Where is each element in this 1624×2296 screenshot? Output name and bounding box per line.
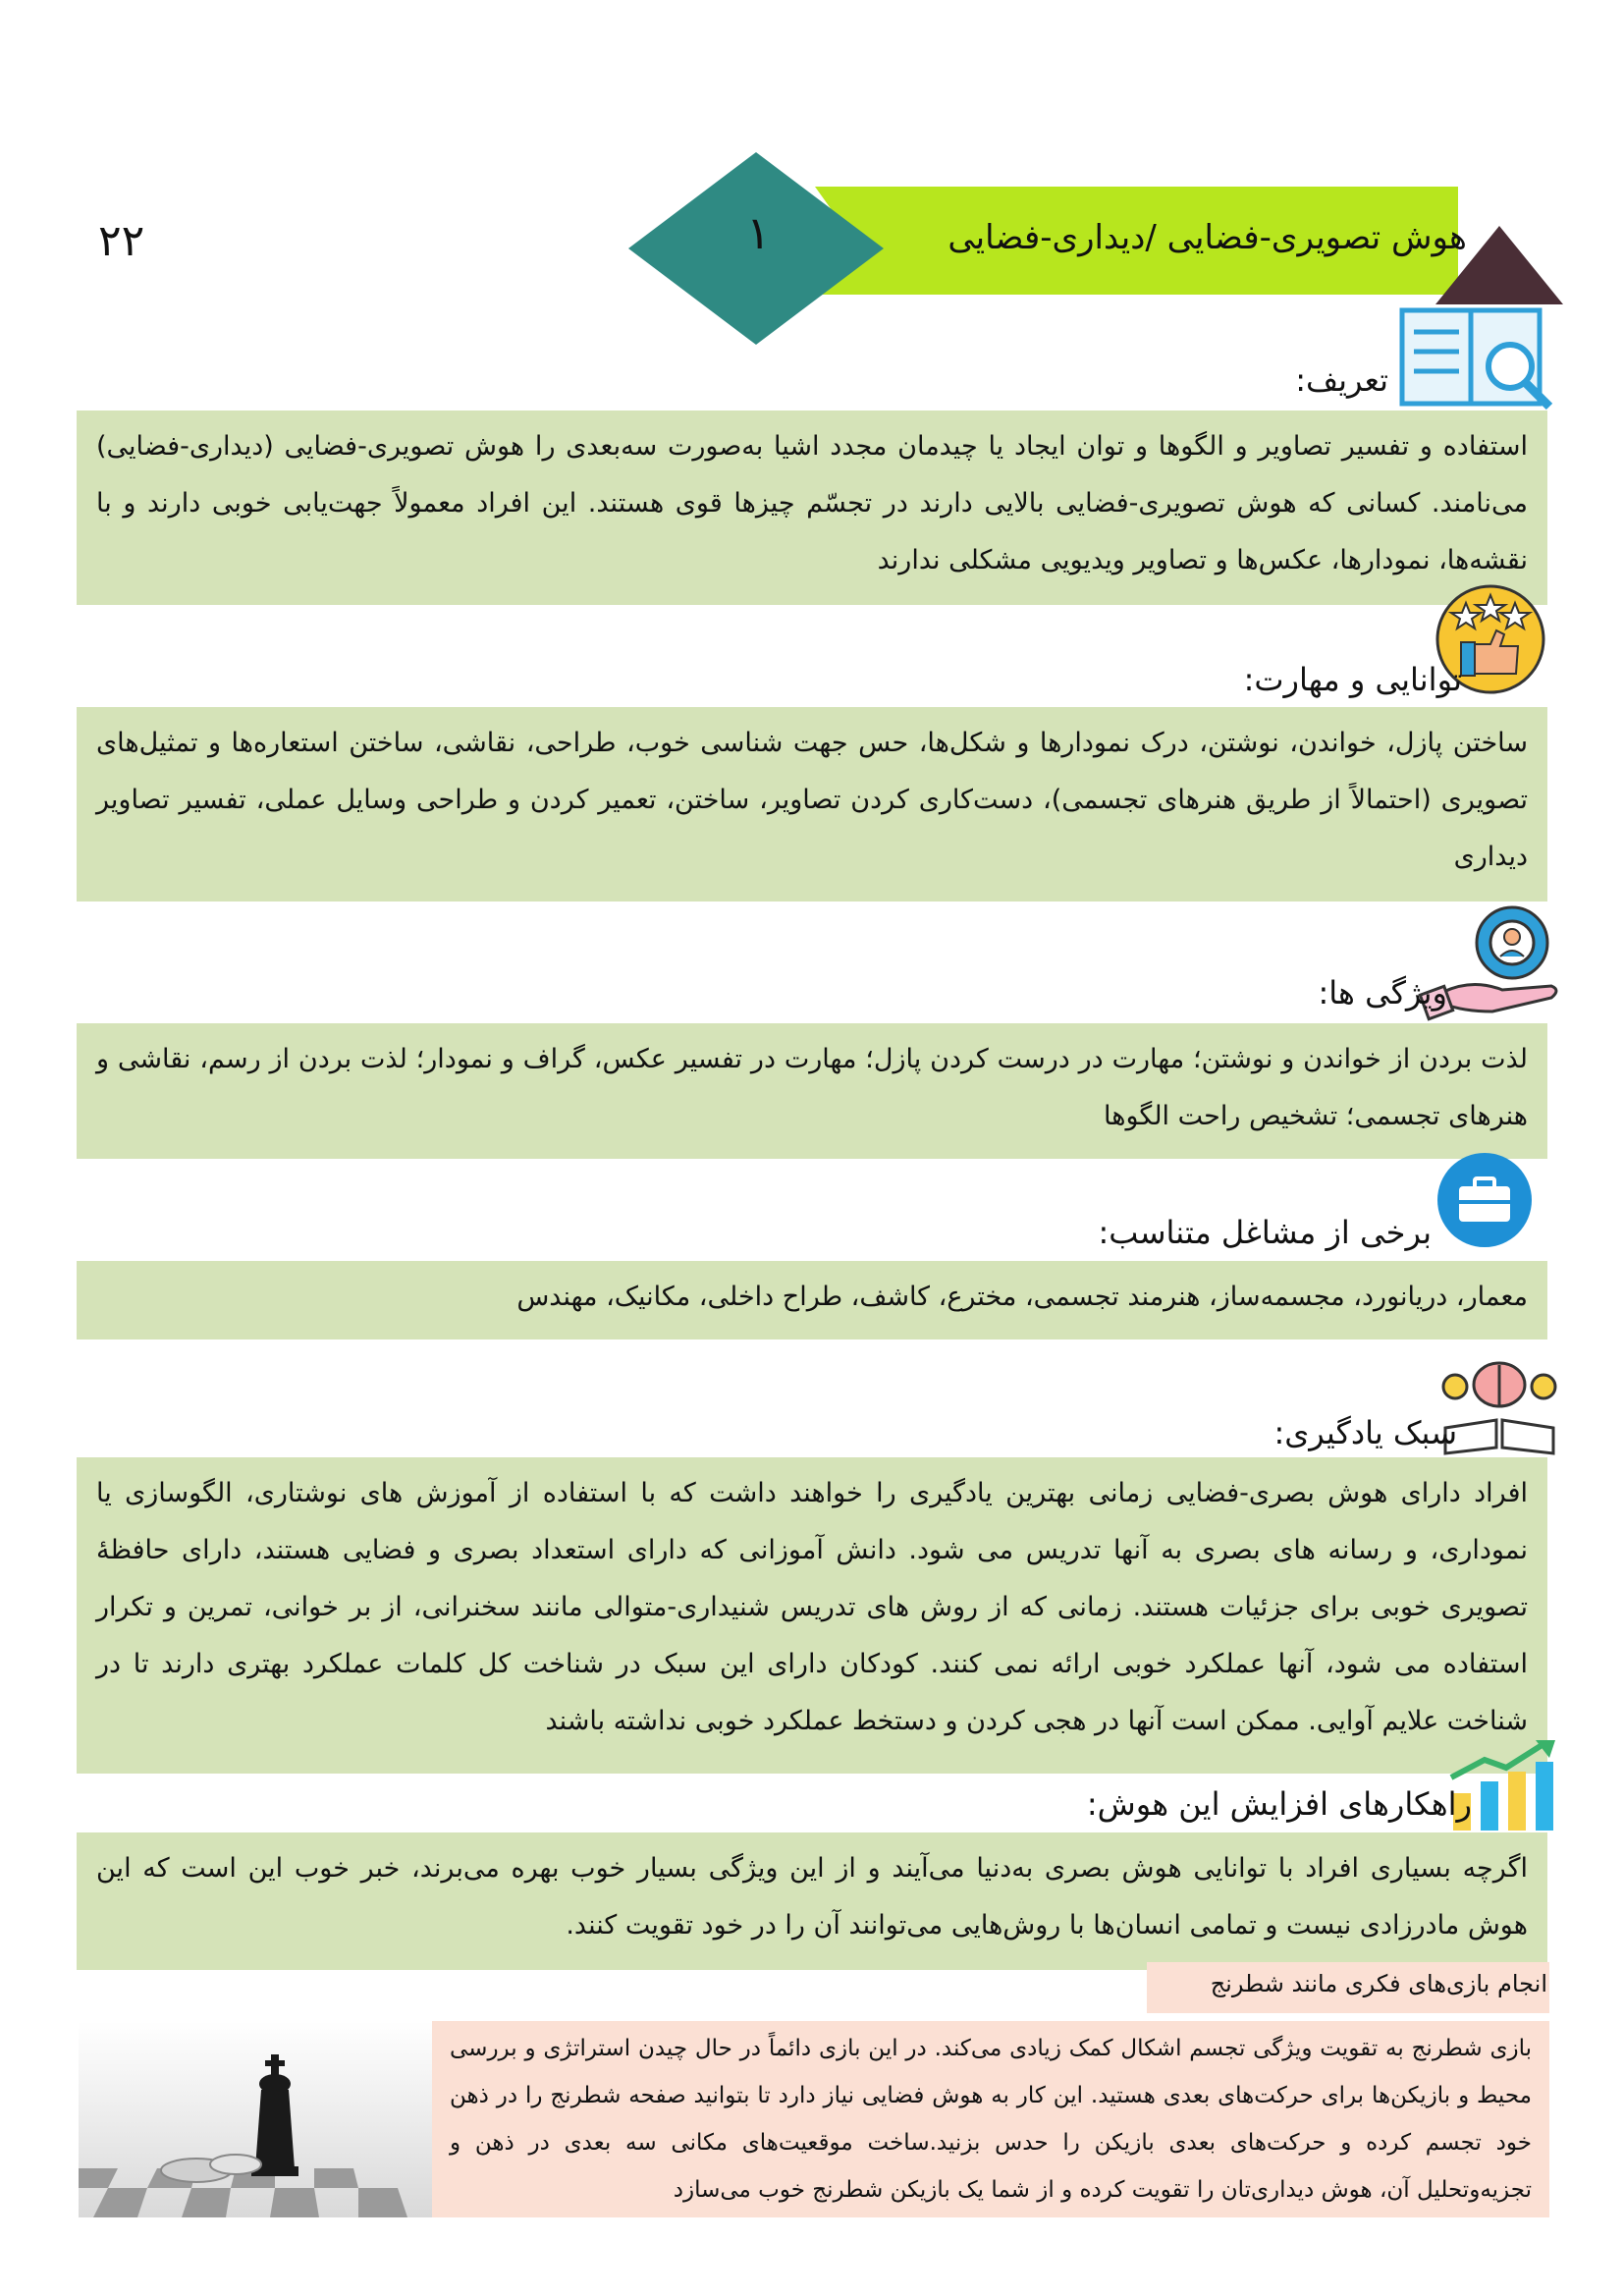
chess-pieces-image bbox=[79, 2021, 432, 2217]
book-search-icon bbox=[1392, 302, 1559, 415]
skills-text: ساختن پازل، خواندن، نوشتن، درک نمودارها و شکل‌ها، حس جهت شناسی خوب، طراحی، نقاشی، ساختن استعاره‌ها و تمثیل‌های تصویری (احتمالاً از طریق هنرهای تجسمی)، دست‌کاری کردن تصاویر، ساختن، تعمیر کردن و طراحی وسایل عملی، تفسیر تصاویر دیداری bbox=[96, 728, 1528, 872]
features-box bbox=[77, 1023, 1547, 1159]
definition-heading: تعریف: bbox=[1295, 361, 1388, 399]
chess-heading: انجام بازی‌های فکری مانند شطرنج bbox=[1210, 1970, 1547, 1997]
chess-text: بازی شطرنج به تقویت ویژگی تجسم اشکال کمک زیادی می‌کند. در این بازی دائماً در حال چیدن استراتژی و بررسی محیط و بازیکن‌ها برای حرکت‌های بعدی هستید. این کار به هوش فضایی نیاز دارد تا بتوانید صفحه شطرنج را در ذهن خود تجسم کرده و حرکت‌های بعدی بازیکن را حدس بزنید.ساخت موقعیت‌های مکانی سه بعدی در ذهن و تجزیه‌وتحلیل آن، هوش دیداری‌تان را تقویت کرده و از شما یک بازیکن شطرنج خوب می‌سازد bbox=[450, 2036, 1532, 2203]
page-title: هوش تصویری-فضایی /دیداری-فضایی bbox=[947, 218, 1467, 257]
jobs-box bbox=[77, 1261, 1547, 1339]
learning-heading: سبک یادگیری: bbox=[1273, 1414, 1457, 1451]
jobs-heading: برخی از مشاغل متناسب: bbox=[1098, 1214, 1432, 1251]
strategies-box bbox=[77, 1832, 1547, 1970]
definition-box bbox=[77, 410, 1547, 605]
briefcase-icon bbox=[1435, 1151, 1534, 1249]
features-heading: ویژگی ها: bbox=[1318, 974, 1447, 1011]
page-number: ۲۲ bbox=[98, 216, 145, 266]
jobs-text: معمار، دریانورد، مجسمه‌ساز، هنرمند تجسمی، مخترع، کاشف، طراح داخلی، مکانیک، مهندس bbox=[516, 1282, 1528, 1312]
strategies-text: اگرچه بسیاری افراد با توانایی هوش بصری به‌دنیا می‌آیند و از این ویژگی بسیار خوب بهره می‌برند، خبر خوب این است که این هوش مادرزادی نیست و تمامی انسان‌ها با روش‌هایی می‌توانند آن را در خود تقویت کنند. bbox=[96, 1853, 1528, 1941]
learning-text: افراد دارای هوش بصری-فضایی زمانی بهترین یادگیری را خواهند داشت که با استفاده از آموزش های نوشتاری، الگوسازی یا نموداری، و رسانه های بصری به آنها تدریس می شود. دانش آموزانی که دارای استعداد بصری و فضایی هستند، دارای حافظهٔ تصویری خوبی برای جزئیات هستند. زمانی که از روش های تدریس شنیداری-متوالی مانند سخنرانی، از بر خوانی، تمرین و تکرار استفاده می شود، آنها عملکرد خوبی ارائه نمی کنند. کودکان دارای این سبک در شناخت کل کلمات عملکرد بهتری دارند تا در شناخت علایم آوایی. ممکن است آنها در هجی کردن و دستخط عملکرد خوبی نداشته باشند bbox=[96, 1478, 1528, 1736]
skills-box bbox=[77, 707, 1547, 902]
features-text: لذت بردن از خواندن و نوشتن؛ مهارت در درست کردن پازل؛ مهارت در تفسیر عکس، گراف و نمودار؛ لذت بردن از رسم، نقاشی و هنرهای تجسمی؛ تشخیص راحت الگوها bbox=[96, 1044, 1528, 1131]
strategies-heading: راهکارهای افزایش این هوش: bbox=[1086, 1785, 1472, 1823]
definition-text: استفاده و تفسیر تصاویر و الگوها و توان ایجاد یا چیدمان مجدد اشیا به‌صورت سه‌بعدی را هوش تصویری-فضایی (دیداری-فضایی) می‌نامند. کسانی که هوش تصویری-فضایی بالایی دارند در تجسّم چیزها قوی هستند. این افراد معمولاً جهت‌یابی خوبی دارند و با نقشه‌ها، نمودارها، عکس‌ها و تصاویر ویدیویی مشکلی ندارند bbox=[96, 431, 1528, 575]
skills-heading: توانایی و مهارت: bbox=[1243, 661, 1462, 698]
chess-box bbox=[432, 2021, 1549, 2217]
learning-box bbox=[77, 1457, 1547, 1774]
chapter-number: ۱ bbox=[746, 206, 771, 259]
